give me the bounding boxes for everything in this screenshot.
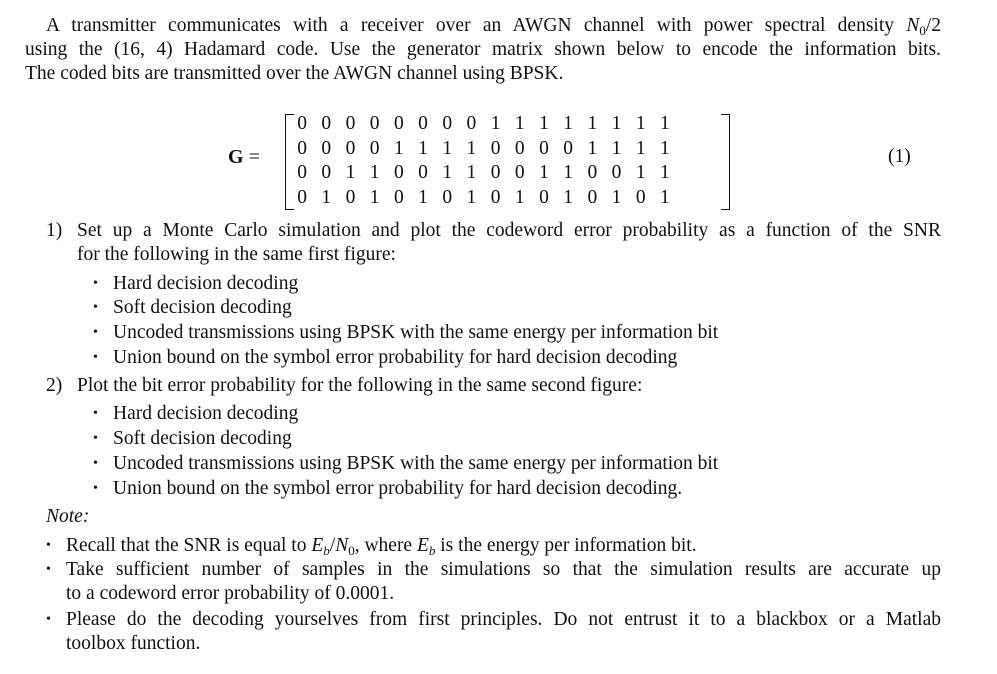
eb-subscript: b: [428, 543, 436, 558]
g-symbol: G: [228, 146, 244, 168]
matrix-entry: 1: [514, 113, 525, 135]
note-item-2-line-1: Take sufficient number of samples in the simulations so that the simulation results are accurate up: [66, 559, 941, 580]
matrix-entry: 0: [418, 162, 428, 184]
task-2-bullet-2: Soft decision decoding: [113, 428, 292, 449]
matrix-entry: 0: [321, 113, 332, 135]
bullet-icon: •: [46, 562, 51, 577]
matrix-entry: 0: [563, 137, 574, 159]
matrix-entry: 1: [611, 113, 622, 135]
matrix-entry: 0: [442, 186, 453, 208]
bullet-icon: •: [93, 300, 98, 315]
matrix-entry: 1: [442, 137, 453, 159]
matrix-entry: 1: [587, 137, 598, 159]
matrix-entry: 1: [587, 113, 598, 135]
matrix-entry: 0: [587, 186, 598, 208]
matrix-entry: 1: [466, 137, 477, 159]
matrix-entry: 0: [514, 162, 525, 184]
matrix-entry: 1: [563, 113, 574, 135]
matrix-entry: 1: [393, 137, 404, 159]
matrix-row: [290, 186, 677, 211]
matrix-entry: 0: [514, 137, 525, 159]
matrix-entry: 0: [369, 113, 380, 135]
note-text: Recall that the SNR is equal to: [66, 535, 312, 556]
task-2-line-1: Plot the bit error probability for the following in the same second figure:: [77, 375, 643, 396]
matrix-entry: 1: [660, 162, 670, 184]
bullet-icon: •: [93, 431, 98, 446]
matrix-entry: 1: [369, 162, 380, 184]
matrix-entry: 0: [393, 113, 404, 135]
bullet-icon: •: [93, 325, 98, 340]
matrix-entry: 0: [345, 186, 356, 208]
intro-line-3: The coded bits are transmitted over the AWGN channel using BPSK.: [25, 63, 564, 84]
matrix-entry: 0: [587, 162, 598, 184]
task-2-number: 2): [46, 375, 63, 396]
matrix-entry: 0: [345, 113, 356, 135]
note-item-2-line-2: to a codeword error probability of 0.0001.: [66, 583, 395, 604]
matrix-entry: 1: [635, 137, 646, 159]
matrix-entry: 0: [345, 137, 356, 159]
n0-variable: N: [335, 535, 349, 556]
matrix-entry: 1: [466, 186, 477, 208]
matrix-row: [290, 161, 677, 186]
task-1-bullet-1: Hard decision decoding: [113, 273, 299, 294]
task-1-line-1: Set up a Monte Carlo simulation and plot the codeword error probability as a function of the SNR: [77, 220, 941, 241]
matrix-entry: 0: [393, 186, 404, 208]
matrix-label: [228, 146, 260, 169]
eb-variable: E: [311, 535, 324, 556]
note-text: , where: [354, 535, 417, 556]
matrix-entry: 1: [660, 113, 670, 135]
bullet-icon: •: [93, 406, 98, 421]
matrix-entry: 0: [539, 137, 549, 159]
bullet-icon: •: [93, 456, 98, 471]
task-2-bullet-3: Uncoded transmissions using BPSK with the same energy per information bit: [113, 453, 719, 474]
note-title: Note:: [46, 506, 90, 527]
eb-variable: E: [416, 535, 429, 556]
matrix-entry: 1: [539, 113, 549, 135]
task-1-number: 1): [46, 220, 63, 241]
task-2-bullet-1: Hard decision decoding: [113, 403, 299, 424]
matrix-entry: 1: [660, 137, 670, 159]
n0-variable: N: [906, 15, 920, 36]
bullet-icon: •: [46, 538, 51, 553]
matrix-entry: 1: [418, 186, 428, 208]
matrix-entry: 0: [297, 113, 307, 135]
n0-subscript: 0: [919, 23, 926, 38]
equation-number: (1): [888, 146, 911, 167]
bullet-icon: •: [93, 350, 98, 365]
matrix-row: [290, 137, 677, 162]
matrix-entry: 1: [635, 113, 646, 135]
matrix-entry: 0: [369, 137, 380, 159]
matrix-entry: 0: [418, 113, 428, 135]
matrix-entry: 1: [635, 162, 646, 184]
matrix-entry: 0: [393, 162, 404, 184]
matrix-entry: 0: [490, 137, 501, 159]
matrix-entry: 1: [418, 137, 428, 159]
matrix-entry: 1: [442, 162, 453, 184]
matrix-entry: 0: [321, 162, 332, 184]
matrix-entry: 1: [466, 162, 477, 184]
matrix-entry: 1: [539, 162, 549, 184]
task-1-bullet-4: Union bound on the symbol error probability for hard decision decoding: [113, 347, 678, 368]
matrix-entry: 0: [635, 186, 646, 208]
matrix-entry: 1: [369, 186, 380, 208]
matrix-entry: 0: [297, 186, 307, 208]
matrix-entry: 1: [611, 186, 622, 208]
task-1-line-2: for the following in the same first figure:: [77, 244, 396, 265]
matrix-entry: 0: [297, 137, 307, 159]
matrix-entry: 1: [563, 186, 574, 208]
bullet-icon: •: [46, 612, 51, 627]
eb-subscript: b: [323, 543, 330, 558]
matrix-entry: 0: [490, 162, 501, 184]
matrix-entry: 0: [539, 186, 549, 208]
matrix-entry: 1: [321, 186, 332, 208]
intro-line-2: using the (16, 4) Hadamard code. Use the generator matrix shown below to encode the information bits.: [25, 39, 941, 60]
matrix-entry: 1: [563, 162, 574, 184]
matrix-entry: 1: [660, 186, 670, 208]
note-item-3-line-1: Please do the decoding yourselves from first principles. Do not entrust it to a blackbox or a Matlab: [66, 609, 941, 630]
n0-subscript: 0: [348, 543, 355, 558]
intro-text: A transmitter communicates with a receiver over an AWGN channel with power spectral density: [46, 15, 907, 36]
matrix-entry: 1: [345, 162, 356, 184]
generator-matrix: [290, 112, 677, 210]
matrix-entry: 0: [297, 162, 307, 184]
bullet-icon: •: [93, 276, 98, 291]
matrix-row: [290, 112, 677, 137]
task-1-bullet-3: Uncoded transmissions using BPSK with the same energy per information bit: [113, 322, 719, 343]
right-bracket: [721, 114, 730, 210]
bullet-icon: •: [93, 481, 98, 496]
matrix-entry: 1: [490, 113, 501, 135]
matrix-entry: 1: [611, 137, 622, 159]
matrix-entry: 0: [442, 113, 453, 135]
note-text: is the energy per information bit.: [435, 535, 697, 556]
task-1-bullet-2: Soft decision decoding: [113, 297, 292, 318]
matrix-entry: 0: [466, 113, 477, 135]
n0-tail: /2: [925, 15, 941, 36]
matrix-entry: 1: [514, 186, 525, 208]
matrix-entry: 0: [490, 186, 501, 208]
matrix-entry: 0: [321, 137, 332, 159]
task-2-bullet-4: Union bound on the symbol error probability for hard decision decoding.: [113, 478, 683, 499]
matrix-entry: 0: [611, 162, 622, 184]
slash: /: [329, 535, 336, 556]
equals-sign: =: [248, 146, 260, 168]
note-item-3-line-2: toolbox function.: [66, 633, 201, 654]
